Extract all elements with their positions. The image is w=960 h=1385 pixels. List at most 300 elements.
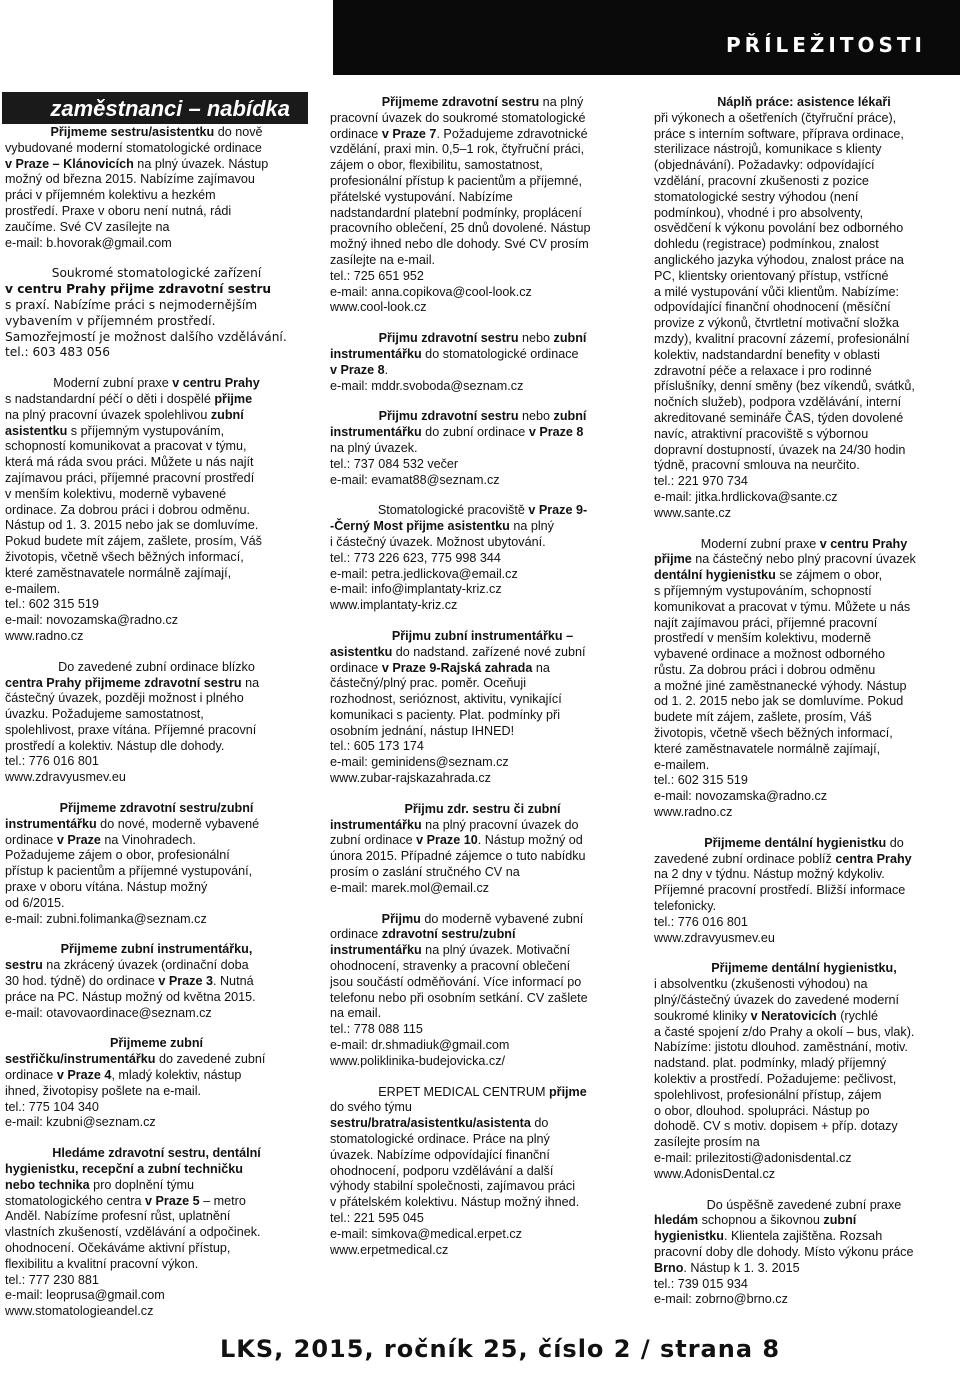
ad-text: www.poliklinika-budejovicka.cz/ [330,1053,505,1068]
ad-line [654,915,954,931]
ad-line [330,927,635,943]
ad-line [5,707,308,723]
ad-text: ordinace. Za dobrou práci i dobrou odměnu. [5,502,251,517]
ad-line [5,345,308,361]
ad-text: Nabízíme: jistotu dlouhod. zaměstnání, motiv. [654,1040,908,1055]
ad-text: instrumentářku [330,943,422,958]
ad-line [330,833,635,849]
ad-line [330,975,635,991]
ad-text: pracovního oblečení, 25 dnů dovolené. Nástup [330,221,591,236]
ad-line [330,755,635,771]
ad-text: (objednávání). Požadavky: odpovídající [654,158,875,173]
ad-text: anglického jazyka výhodou, znalost práce na [654,252,904,267]
section-title: PŘÍLEŽITOSTI [726,33,926,57]
ad-line [654,694,954,710]
ad-line [5,1052,308,1068]
ad-text: práci v příjemném kolektivu a hezkém [5,188,216,203]
ad-text: navíc, atraktivní pracoviště s výbornou [654,426,869,441]
ad-line [654,1167,954,1183]
ad-text: přijme [548,1084,587,1099]
ad-text: . Klientela zajištěna. Rozsah [723,1229,883,1244]
ad-line [654,206,954,222]
ad-text: které zaměstnavatele normálně zajímají, [5,565,232,580]
ad-line [5,676,308,692]
ad-text: pro doplnění týmu [89,1177,194,1192]
ad-text: e-mail: jitka.hrdlickova@sante.cz [654,489,838,504]
ad-text: plný/částečný úvazek do zavedené moderní [654,993,900,1008]
ad-line [5,1115,308,1131]
ad-line [5,220,308,236]
ad-text: (rychlé [836,1008,878,1023]
ad-line [654,253,954,269]
ad-text: na plný pracovní úvazek do [421,817,579,832]
ad-text: na [532,660,550,675]
ad-text: podmínkou), vhodné i pro absolventy, [654,205,864,220]
ad-text: Přijmeme zubní [109,1036,204,1051]
ad-line [5,1194,308,1210]
ad-text: ordinace [330,927,382,942]
ad-text: se zájmem o obor, [775,568,883,583]
ad-text: soukromé kliniky [654,1008,751,1023]
ad-text: v přátelském kolektivu. Nástup možný ihned. [330,1195,580,1210]
ad-text: e-mail: geminidens@seznam.cz [330,755,509,770]
ad-text: zdravotní péče a relaxace i pro rodinné [654,363,872,378]
ad-line [654,269,954,285]
ad-text: do stomatologické ordinace [421,346,579,361]
ad-text: Do zavedené zubní ordinace blízko [58,659,255,674]
ad-line [330,441,635,457]
ad-text: Pokud budete mít zájem, zašlete, prosím, Váš [5,534,262,549]
ad-line [654,1229,954,1245]
ad-line [5,566,308,582]
ad-text: úvazku. Požadujeme samostatnost, [5,707,204,722]
ad-line [5,974,308,990]
ad-text: e-mail: dr.shmadiuk@gmail.com [330,1038,510,1053]
ad-text: s praxí. Nabízíme práci s nejmodernějším [5,297,258,312]
ad-text: e-mail: simkova@medical.erpet.cz [330,1226,522,1241]
job-ad [330,331,635,394]
ad-line [330,739,635,755]
ad-line [5,408,308,424]
ad-text: prosím o zaslání stručného CV na [330,865,520,880]
ad-line [330,1100,635,1116]
ad-line [330,1164,635,1180]
ad-line [654,95,954,111]
ad-text: s nadstandardní péčí o děti i dospělé [5,391,215,406]
ad-line [5,754,308,770]
ad-text: sterilizace nástrojů, komunikace s klienty [654,142,882,157]
ad-line [330,111,635,127]
ad-text: do [886,835,904,850]
ad-line [5,1006,308,1022]
job-ad [5,1036,308,1131]
ad-text: zubní [823,1213,857,1228]
ad-text: zasílejte na e-mail. [330,252,435,267]
ad-line [654,158,954,174]
ad-text: prostředí a kolektiv. Nástup dle dohody. [5,738,225,753]
ad-text: www.erpetmedical.cz [330,1242,449,1257]
ad-line [330,645,635,661]
ad-text: Moderní zubní praxe [53,376,173,391]
ad-line [5,1209,308,1225]
ad-text: nebo [518,331,554,346]
ad-text: www.implantaty-kriz.cz [330,598,458,613]
job-ad [330,912,635,1070]
ad-line [330,409,635,425]
ad-line [330,629,635,645]
ad-text: najít zajímavou práci, příjemné pracovní [654,615,878,630]
ad-text: hledám [654,1213,699,1228]
ad-line [330,708,635,724]
ad-line [5,392,308,408]
ad-text: růstu. Za dobrou práci i dobrou odměnu [654,662,876,677]
ad-line [5,157,308,173]
ad-line [330,1022,635,1038]
ad-text: sestru [5,958,43,973]
ad-text: . Nástup možný od [477,833,583,848]
ad-text: e-mail: evamat88@seznam.cz [330,472,500,487]
ad-text: s příjemným vystupováním, [67,423,225,438]
ad-text: komunikaci s pacienty. Plat. podmínky při [330,707,561,722]
ad-line [654,616,954,632]
ad-line [654,679,954,695]
ad-text: osvědčení k výkonu povolání bez odborného [654,221,904,236]
ad-line [654,348,954,364]
ad-text: února 2015. Případné zájemce o tuto nabídku [330,849,586,864]
ad-text: zubní [553,409,587,424]
ad-text: na zkrácený úvazek (ordinační doba [42,958,249,973]
ad-line [330,802,635,818]
ad-line [654,836,954,852]
ad-text: e-mail: zobrno@brno.cz [654,1292,788,1307]
ad-line [330,661,635,677]
ad-text: v Praze 5 [145,1193,200,1208]
ad-line [654,931,954,947]
ad-text: nadstand. plat. podmínky, mladý příjemný [654,1056,887,1071]
ad-text: v Praze [56,832,101,847]
ad-line [330,865,635,881]
ad-text: e-mail: mddr.svoboda@seznam.cz [330,378,524,393]
ad-text: částečný/plný prac. poměr. Oceňuji [330,676,526,691]
ad-text: i absolventku (zkušenosti výhodou) na [654,977,868,992]
ad-text: Přijmeme dentální hygienistku, [711,961,897,976]
ad-line [654,789,954,805]
ad-line [5,236,308,252]
ad-text: e-mail: novozamska@radno.cz [5,613,179,628]
ad-line [654,1292,954,1308]
ad-text: praxe v oboru vítána. Nástup možný [5,880,208,895]
ad-text: dopravní dostupností, úvazek na 24/30 hodin [654,442,906,457]
ad-line [330,473,635,489]
ad-text: přístup k pacientům a příjemné vystupování, [5,864,253,879]
ad-line [330,692,635,708]
ad-text: www.sante.cz [654,505,731,520]
ad-line [654,710,954,726]
ad-line [654,977,954,993]
ad-text: Brno [654,1260,684,1275]
ad-line [654,332,954,348]
ad-line [330,676,635,692]
ad-line [654,1245,954,1261]
ad-line [654,647,954,663]
ad-text: rozhodnost, serióznost, aktivitu, vynikající [330,692,562,707]
ad-text: ERPET MEDICAL CENTRUM [378,1084,549,1099]
ad-line [654,742,954,758]
ad-text: zájem o obor, flexibilitu, samostatnost, [330,158,543,173]
ad-text: e-mailem. [5,581,61,596]
job-ad [5,266,308,361]
ad-text: v Praze 9-Rajská zahrada [381,660,533,675]
ad-text: vybavením v příjemném prostředí. [5,313,216,328]
category-heading: zaměstnanci – nabídka [50,96,290,121]
ad-line [5,172,308,188]
ad-text: stomatologické ordinace. Práce na plný [330,1132,550,1147]
ad-line [5,660,308,676]
ad-text: na plný úvazek. Nástup [133,156,269,171]
job-ad [330,629,635,787]
ad-text: zubní ordinace [330,833,417,848]
ad-text: Přijmeme zubní instrumentářku, [60,942,253,957]
job-ad [330,503,635,614]
ad-line [654,1135,954,1151]
ad-text: nebo technika [5,1177,90,1192]
ad-line [5,896,308,912]
section-header-bar [333,0,960,75]
ad-text: na plný úvazek. [330,440,418,455]
ad-text: stomatologické sestry výhodou (není [654,189,859,204]
ad-line [5,582,308,598]
ad-text: od 6/2015. [5,895,65,910]
ad-text: e-mail: otavovaordinace@seznam.cz [5,1005,212,1020]
ad-text: e-mail: zubni.folimanka@seznam.cz [5,911,207,926]
ad-text: Přijmeme zdravotní sestru/zubní [59,801,254,816]
ad-line [330,221,635,237]
ad-text: i částečný úvazek. Možnost ubytování. [330,534,546,549]
ad-line [654,285,954,301]
ad-text: v Praze 10 [416,833,478,848]
ad-line [330,551,635,567]
ad-text: e-mail: anna.copikova@cool-look.cz [330,284,532,299]
ad-line [5,487,308,503]
ad-line [5,204,308,220]
ad-line [330,1132,635,1148]
ad-line [5,1273,308,1289]
ad-text: při výkonech a ošetřeních (čtyřruční práce), [654,110,897,125]
ad-text: akreditované semináře ČAS, týden dovolené [654,410,904,425]
ad-text: Samozřejmostí je možnost dalšího vzdělávání. [5,329,287,344]
ad-line [654,237,954,253]
ad-line [5,848,308,864]
ad-text: na 2 dny v týdnu. Nástup možný kdykoliv. [654,867,885,882]
ad-line [5,439,308,455]
ad-text: vzdělání, praxi min. 0,5–1 rok, čtyřruční práci, [330,142,585,157]
ad-text: výhody stabilní společnosti, zajímavou práci [330,1179,576,1194]
ad-text: úvazek. Nabízíme odpovídající finanční [330,1147,550,1162]
ad-line [330,959,635,975]
ad-text: a milé vystupování vůči klientům. Nabízíme: [654,284,899,299]
ad-line [330,818,635,834]
ad-line [5,723,308,739]
job-ad [330,95,635,316]
ad-line [330,582,635,598]
ad-line [330,535,635,551]
ad-text: Přijmu zdravotní sestru [378,331,519,346]
ad-text: možný od března 2015. Nabízíme zajímavou [5,172,255,187]
ad-text: tel.: 603 483 056 [5,345,111,360]
ad-text: v Praze 7 [381,126,437,141]
ad-text: zubní [210,407,244,422]
ad-text: do nové, moderně vybavené [96,816,260,831]
ad-line [5,471,308,487]
ad-line [5,376,308,392]
job-ad [330,1085,635,1259]
ad-line [654,1072,954,1088]
ad-text: www.radno.cz [654,805,733,820]
ad-text: tel.: 605 173 174 [330,739,424,754]
ad-line [5,1084,308,1100]
ad-text: zajímavou práci, příjemné pracovní prostředí [5,470,255,485]
ad-text: zdravotní sestru/zubní [381,927,516,942]
ad-text: prostředí v menším kolektivu, moderně [654,631,871,646]
ad-line [330,991,635,1007]
ad-line [5,503,308,519]
ad-line [330,503,635,519]
ad-text: možný ihned nebo dle dohody. Své CV prosím [330,237,589,252]
ad-text: Anděl. Nabízíme profesní růst, uplatnění [5,1209,231,1224]
ad-line [330,1148,635,1164]
job-ad [654,836,954,947]
column-1 [5,125,308,1335]
ad-text: práce s interním software, příprava ordinace, [654,126,904,141]
job-ad [654,1198,954,1309]
job-ad [5,801,308,927]
ad-text: ordinace [330,660,382,675]
ad-line [330,331,635,347]
ad-text: životopis, včetně všech běžných informací, [654,726,893,741]
ad-line [654,379,954,395]
ad-text: které zaměstnavatele normálně zajímají, [654,741,881,756]
ad-line [330,943,635,959]
ad-text: tel.: 776 016 801 [5,754,99,769]
ad-text: tel.: 739 015 934 [654,1276,748,1291]
ad-line [330,379,635,395]
ad-line [330,142,635,158]
ad-line [330,253,635,269]
ad-line [5,534,308,550]
ad-text: instrumentářku [5,816,97,831]
ad-text: e-mail: info@implantaty-kriz.cz [330,582,502,597]
ad-text: budete mít zájem, zašlete, prosím, Váš [654,710,872,725]
ad-text: osobním jednání, nástup IHNED! [330,723,515,738]
ad-text: tel.: 602 315 519 [654,773,748,788]
ad-text: www.zubar-rajskazahrada.cz [330,771,491,786]
ad-text: tel.: 778 088 115 [330,1022,423,1037]
ad-text: o obor, dlouhod. spolupráci. Nástup po [654,1103,870,1118]
ad-line [330,1054,635,1070]
ad-text: PC, klientsky orientovaný přístup, vstřícné [654,268,889,283]
ad-line [654,1151,954,1167]
ad-line [5,912,308,928]
ad-text: v Praze 8 [330,362,385,377]
ad-line [654,506,954,522]
ad-line [330,881,635,897]
ad-text: na [241,675,260,690]
ad-text: tel.: 221 970 734 [654,474,748,489]
ad-line [654,537,954,553]
ad-text: ohodnocení, stravenky a pracovní oblečení [330,959,571,974]
ad-line [5,141,308,157]
ad-text: e-mail: marek.mol@email.cz [330,880,490,895]
ad-text: zasílejte prosím na [654,1135,760,1150]
ad-text: provize z výkonů, čtvrtletní motivační složka [654,316,899,331]
ad-line [330,1195,635,1211]
ad-line [654,1198,954,1214]
ad-text: Náplň práce: asistence lékaři [717,95,891,109]
ad-text: e-mail: leoprusa@gmail.com [5,1288,165,1303]
ad-line [330,347,635,363]
ad-text: Soukromé stomatologické zařízení [51,266,262,281]
ad-text: na plný úvazek. Motivační [421,943,571,958]
ad-line [654,427,954,443]
ad-line [330,269,635,285]
ad-text: v Praze 3 [158,974,213,989]
ad-text: . [384,362,389,377]
ad-text: schopnou a šikovnou [698,1213,824,1228]
ad-text: dohledu (registrace) podmínkou, znalost [654,237,879,252]
ad-text: týdně, pracovní smlouva na neurčito. [654,458,860,473]
ad-line [5,266,308,282]
ad-line [5,833,308,849]
ad-text: sestru/bratra/asistentku/asistenta [330,1116,531,1131]
ad-text: nebo [518,409,554,424]
ad-line [330,127,635,143]
ad-line [5,330,308,346]
ad-text: e-mail: petra.jedlickova@email.cz [330,566,518,581]
ad-line [654,805,954,821]
ad-line [654,883,954,899]
ad-text: jsou součástí odměňování. Více informací po [330,974,582,989]
ad-line [5,1036,308,1052]
ad-text: částečný úvazek, později možnost i plného [5,691,244,706]
ad-line [654,552,954,568]
ad-text: Přijmu zdr. sestru či zubní [404,801,561,816]
ad-text: v Neratovicích [750,1008,837,1023]
ad-line [654,773,954,789]
ad-line [5,864,308,880]
ad-text: stomatologického centra [5,1193,146,1208]
ad-text: přijme [214,391,253,406]
ad-line [5,1068,308,1084]
ad-line [654,758,954,774]
ad-line [330,1243,635,1259]
ad-text: instrumentářku [330,425,422,440]
ad-text: na plný pracovní úvazek spolehlivou [5,407,211,422]
ad-text: přijme [654,552,692,567]
ad-text: ordinace [5,832,57,847]
ad-text: kolektiv a prostředí. Požadujeme: pečlivost, [654,1072,897,1087]
ad-text: dohodě. CV s motiv. dopisem + příp. dotazy [654,1119,898,1134]
ad-text: Stomatologické pracoviště [377,503,529,518]
ad-line [654,395,954,411]
ad-line [654,1261,954,1277]
ad-text: na email. [330,1006,382,1021]
ad-line [330,567,635,583]
page-footer: LKS, 2015, ročník 25, číslo 2 / strana 8 [220,1335,781,1363]
ad-text: tel.: 602 315 519 [5,597,99,612]
ad-text: asistentku [5,423,68,438]
column-3 [654,95,954,1323]
ad-line [330,1116,635,1132]
